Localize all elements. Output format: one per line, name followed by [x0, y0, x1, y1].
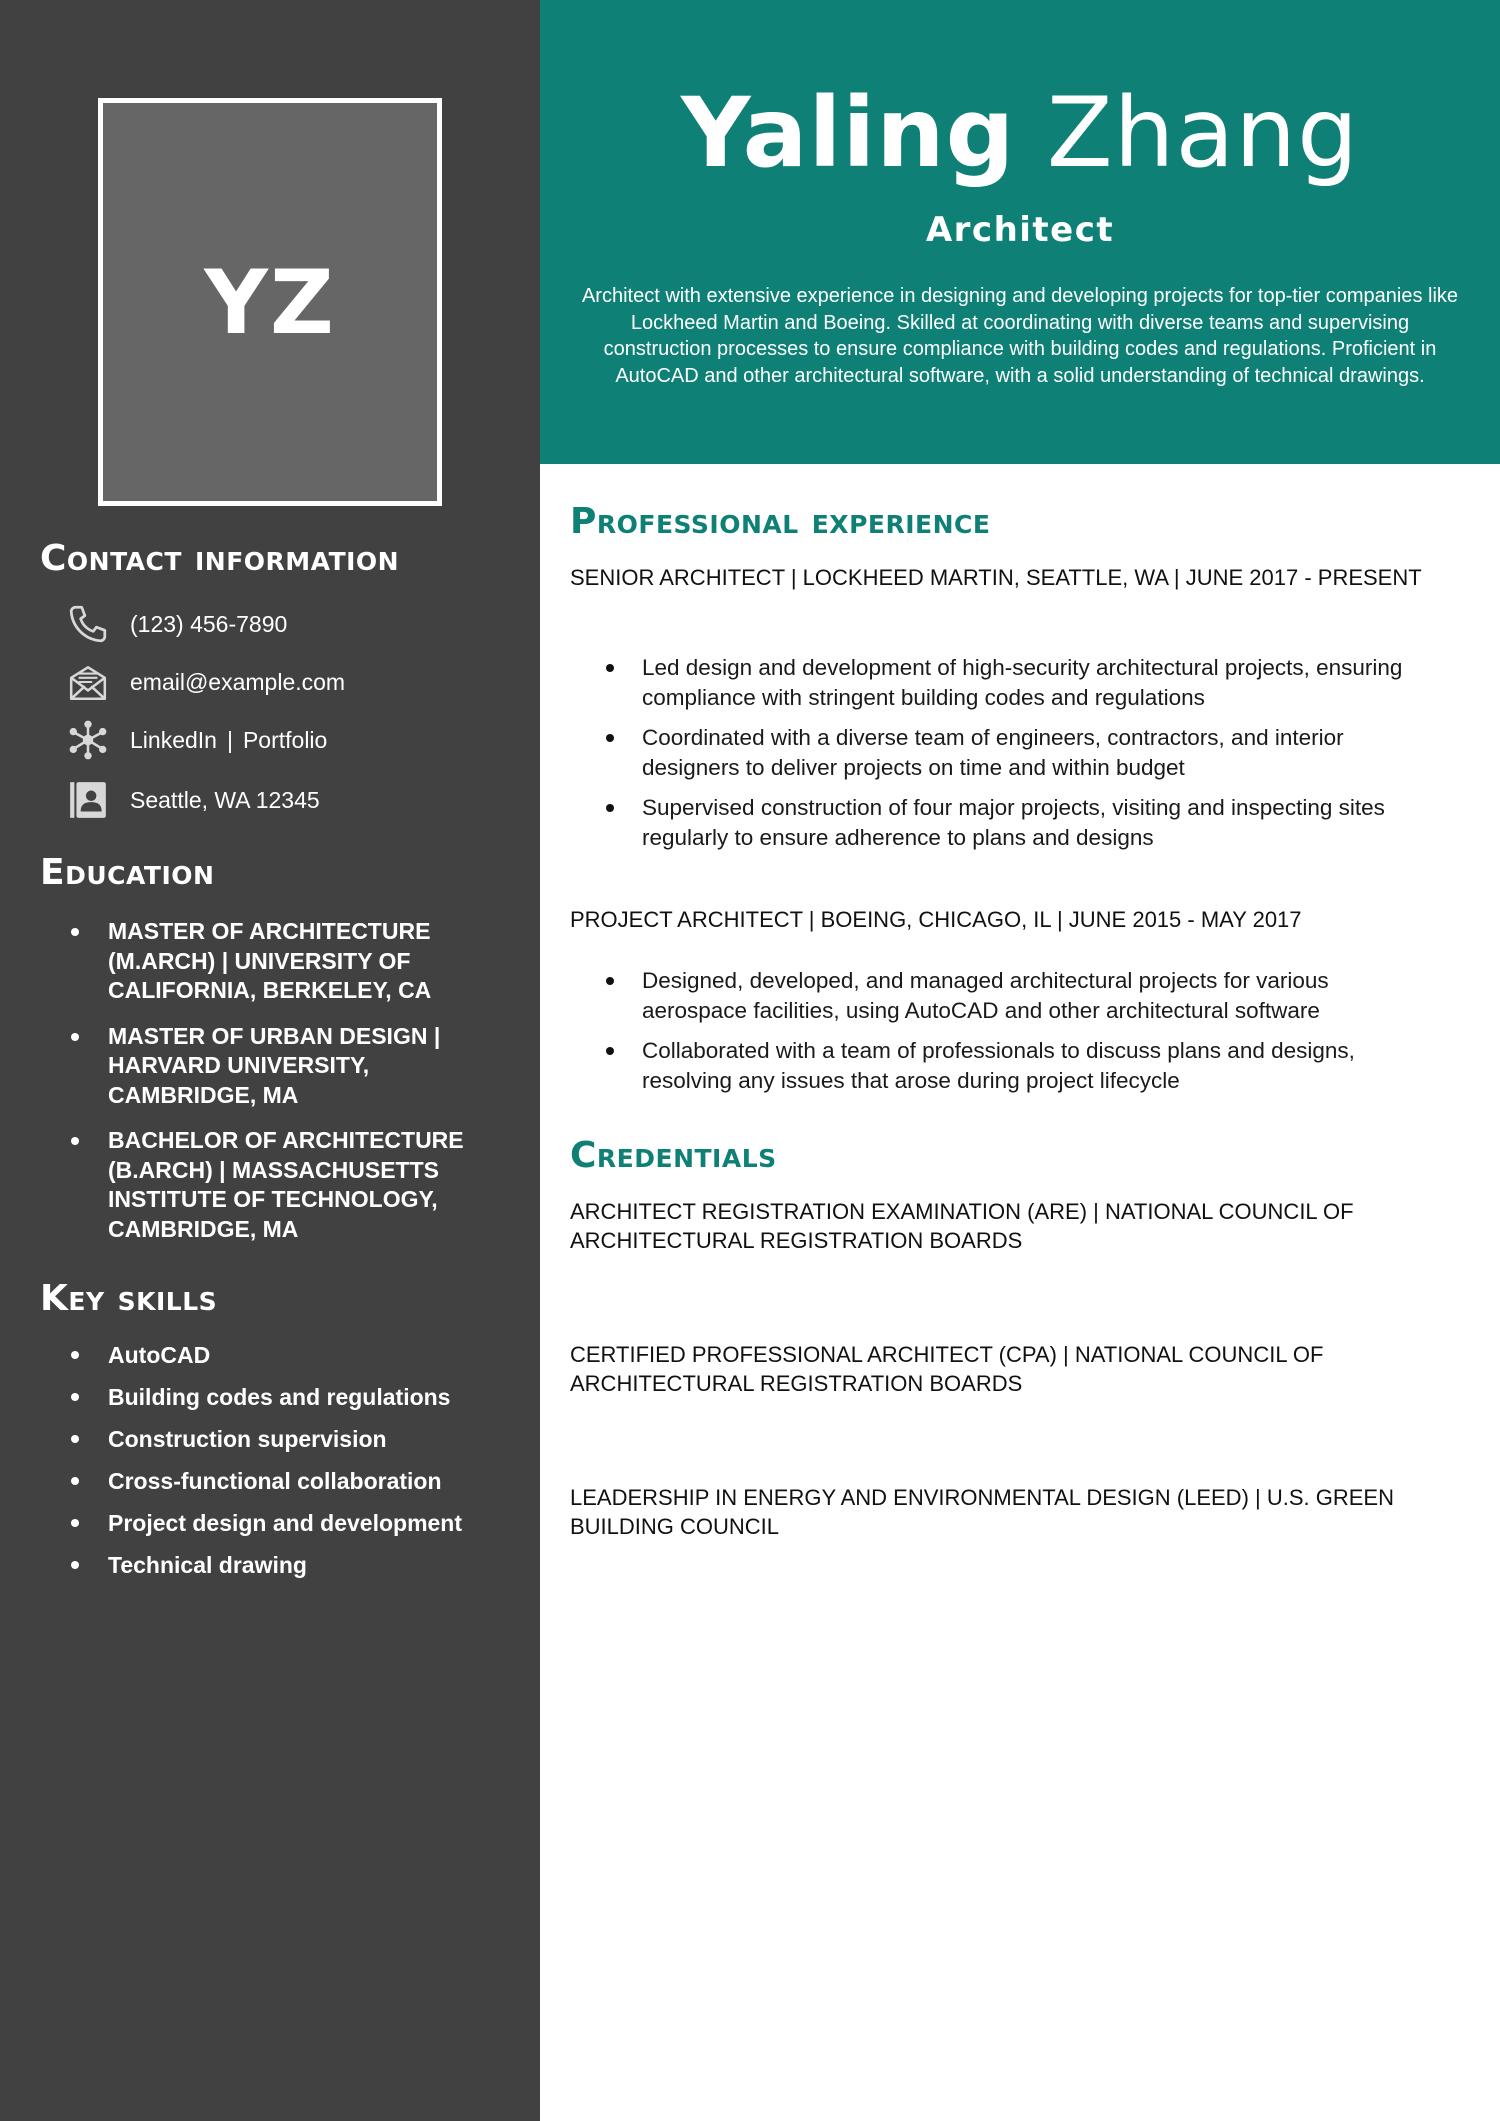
- sidebar: [0, 0, 540, 2121]
- education-item: MASTER OF ARCHITECTURE (M.ARCH) | UNIVERSITY OF CALIFORNIA, BERKELEY, CA: [66, 917, 486, 1006]
- job-bullet: Collaborated with a team of professionals to discuss plans and designs, resolving any issues that arose during project lifecycle: [570, 1036, 1420, 1095]
- skill-item: Building codes and regulations: [66, 1382, 486, 1412]
- profile-summary: Architect with extensive experience in designing and developing projects for top-tier companies like Lockheed Martin and Boeing. Skilled at coordinating with diverse teams and supervising construction processes to ensure compliance with building codes and regulations. Proficient in AutoCAD and other architectural software, with a solid understanding of technical drawings.: [581, 285, 1459, 387]
- header-banner: [540, 0, 1500, 464]
- job-bullet: Supervised construction of four major projects, visiting and inspecting sites regularly to ensure adherence to plans and designs: [570, 793, 1420, 852]
- email-address[interactable]: email@example.com: [130, 668, 346, 695]
- monogram-initials: YZ: [204, 250, 336, 354]
- skill-item: Project design and development: [66, 1508, 486, 1538]
- contact-phone: [66, 602, 287, 646]
- last-name: Zhang: [1046, 77, 1360, 189]
- skills-heading: Key skills: [40, 1278, 218, 1319]
- credential-item: ARCHITECT REGISTRATION EXAMINATION (ARE) | NATIONAL COUNCIL OF ARCHITECTURAL REGISTRATION BOARDS: [570, 1199, 1354, 1253]
- job-title: PROJECT ARCHITECT | BOEING, CHICAGO, IL | JUNE 2015 - MAY 2017: [570, 907, 1302, 932]
- skill-item: Technical drawing: [66, 1550, 486, 1580]
- job-bullet-list: [570, 966, 1420, 1106]
- monogram-badge: [98, 98, 442, 506]
- phone-icon: [66, 602, 110, 646]
- job-bullet-list: [570, 653, 1420, 863]
- first-name: Yaling: [680, 77, 1016, 189]
- job-bullet: Designed, developed, and managed architectural projects for various aerospace facilities, using AutoCAD and other architectural software: [570, 966, 1420, 1025]
- candidate-name: [540, 78, 1500, 188]
- portfolio-link[interactable]: Portfolio: [242, 726, 328, 753]
- link-separator: |: [226, 726, 233, 753]
- skill-item: Cross-functional collaboration: [66, 1466, 486, 1496]
- credential-item: CERTIFIED PROFESSIONAL ARCHITECT (CPA) | NATIONAL COUNCIL OF ARCHITECTURAL REGISTRATION BOARDS: [570, 1342, 1324, 1396]
- experience-heading: Professional experience: [570, 501, 991, 542]
- skills-list: [66, 1340, 486, 1592]
- contact-heading: Contact information: [40, 538, 400, 579]
- education-heading: Education: [40, 852, 215, 893]
- phone-number: (123) 456-7890: [130, 610, 288, 637]
- linkedin-link[interactable]: LinkedIn: [130, 726, 217, 753]
- contact-links: [66, 718, 327, 762]
- contact-email: [66, 660, 345, 704]
- education-list: [66, 917, 486, 1260]
- mail-icon: [66, 660, 110, 704]
- contact-card-icon: [66, 778, 110, 822]
- education-item: MASTER OF URBAN DESIGN | HARVARD UNIVERSITY, CAMBRIDGE, MA: [66, 1022, 486, 1111]
- credential-item: LEADERSHIP IN ENERGY AND ENVIRONMENTAL DESIGN (LEED) | U.S. GREEN BUILDING COUNCIL: [570, 1485, 1394, 1539]
- network-icon: [66, 718, 110, 762]
- skill-item: AutoCAD: [66, 1340, 486, 1370]
- job-title: SENIOR ARCHITECT | LOCKHEED MARTIN, SEATTLE, WA | JUNE 2017 - PRESENT: [570, 565, 1422, 590]
- skill-item: Construction supervision: [66, 1424, 486, 1454]
- credentials-heading: Credentials: [570, 1135, 777, 1176]
- location-text: Seattle, WA 12345: [130, 786, 320, 813]
- education-item: BACHELOR OF ARCHITECTURE (B.ARCH) | MASSACHUSETTS INSTITUTE OF TECHNOLOGY, CAMBRIDGE, MA: [66, 1126, 486, 1244]
- job-role: Architect: [925, 210, 1115, 250]
- job-bullet: Led design and development of high-security architectural projects, ensuring compliance with stringent building codes and regulations: [570, 653, 1420, 712]
- job-bullet: Coordinated with a diverse team of engineers, contractors, and interior designers to deliver projects on time and within budget: [570, 723, 1420, 782]
- contact-location: [66, 778, 320, 822]
